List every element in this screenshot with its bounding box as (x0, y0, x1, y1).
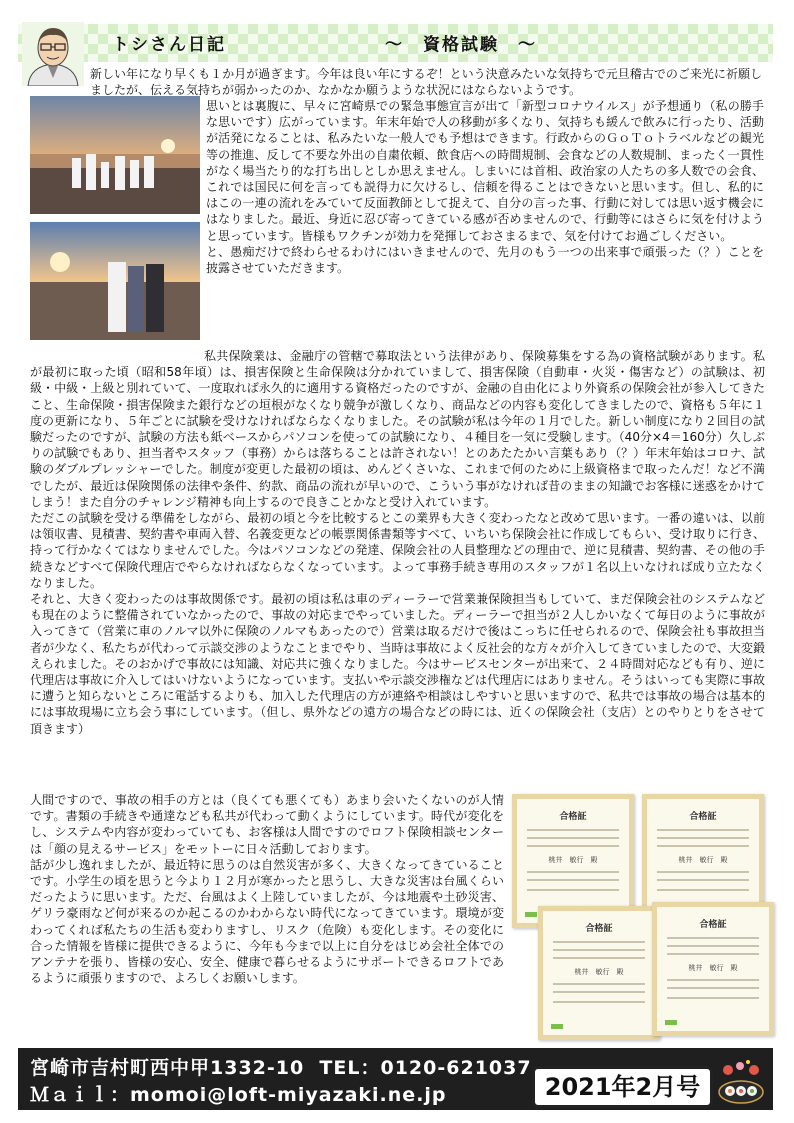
diary-subtitle: ～ 資格試験 ～ (385, 35, 537, 55)
sunrise-group-photo (30, 96, 200, 214)
certificate-2: 合格証 桃井 敏行 殿 (642, 794, 764, 928)
certificate-1: 合格証 桃井 敏行 殿 (512, 794, 634, 928)
issue-label: 2021年2月号 (544, 1073, 701, 1101)
service-paragraph: 人間ですので、事故の相手の方とは（良くても悪くても）あまり会いたくないのが人情です。書類の手続きや通達なども私共が代わって動くようにしています。時代が変化をし、システムや内容が変わっていても、お客様は人間ですのでロフト保険相談センターは「顔の見えるサービス」をモットーに日々活動しております。 (30, 793, 504, 856)
intro-paragraph: 新しい年になり早くも１か月が過ぎます。今年は良い年にするぞ！という決意みたいな気持ちで元旦稽古でのご来光に祈願しましたが、伝える気持ちが弱かったのか、なかなか願うような状況にはならないようです。 (90, 67, 762, 98)
covid-paragraph: 思いとは裏腹に、早々に宮崎県での緊急事態宣言が出て「新型コロナウイルス」が予想通り（私の勝手な思いです）広がっています。年末年始で人の移動が多くなり、気持ちも緩んで飲みに行ったり、活動が活発になることは、私みたいな一般人でも予想はできます。行政からのＧｏＴｏトラベルなどの観光等の推進、反して不要な外出の自粛依頼、飲食店への時間規制、会食などの人数規制、まったく一貫性がなく場当たり的な打ち出しとしか思えません。しまいには首相、政治家の人たちの多人数での会食、これでは国民に何を言っても説得力に欠けるし、信頼を得ることはできないと思います。但し、私的にはこの一連の流れをみていて反面教師として捉えて、自分の言った事、行動に対しては思い返す機会にはなりました。最近、身近に忍び寄ってきている感が否めませんので、行動等にはさらに気を付けようと思っています。皆様もワクチンが効力を発揮しておさまるまで、気を付けてお過ごしください。 (206, 99, 764, 243)
sunrise-family-photo (30, 222, 200, 340)
accident-paragraph: それと、大きく変わったのは事故関係です。最初の頃は私は車のディーラーで営業兼保険担当もしていて、まだ保険会社のシステムなども現在のように整備されていなかったので、事故の対応までやっていました。ディーラーで担当が２人しかいなくて毎日のように事故が入ってきて（営業に車のノルマ以外に保険のノルマもあったので）営業は取るだけで後はこっちに任せられるので、保険会社も事故担当者が少なく、私たちが代わって示談交渉のようなことまでやり、当時は事故によく反社会的な方々が介入してきていましたので、大変鍛えられました。そのおかげで事故には知識、対応共に強くなりました。今はサービスセンターが出来て、２４時間対応なども有り、逆に代理店は事故に介入してはいけないようになっています。支払いや示談交渉権などは代理店にはありません。そうはいっても実際に事故に遭うと知らないところに電話するよりも、加入した代理店の方が連絡や相談はしやすいと思いますので、私共では事故の場合は基本的には事故現場に立ち会う事にしています。（但し、県外などの遠方の場合などの時には、近くの保険会社（支店）とのやりとりをさせて頂きます） (30, 592, 765, 736)
new-year-decoration-icon (712, 1058, 770, 1106)
industry-change-paragraph: ただこの試験を受ける準備をしながら、最初の頃と今を比較するとこの業界も大きく変わったなと改めて思います。一番の違いは、以前は領収書、見積書、契約書や車両入替、名義変更などの帳票関係書類等すべて、いちいち保険会社に作成してもらい、受け取りに行き、持って行かなくてはなりませんでした。今はパソコンなどの発達、保険会社の人員整理などの理由で、逆に見積書、契約書、その他の手続きなどすべて保険代理店でやらなければならなくなっています。よって事務手続き専用のスタッフが１名以上いなければ成り立たなくなりました。 (30, 511, 765, 590)
side-text-block (206, 98, 764, 276)
disaster-paragraph: 話が少し逸れましたが、最近特に思うのは自然災害が多く、大きくなってきていることです。小学生の頃を思うと今より１２月が寒かったと思うし、大きな災害は台風くらいだったように思います。ただ、台風はよく上陸していましたが、今は地震や土砂災害、ゲリラ豪雨など何が来るのか起こるのかわからない時代になってきています。環境が変わってくれば私たちの生活も変わりますし、リスク（危険）も変化します。その変化に合った情報を皆様に提供できるように、今年も今まで以上に自分をはじめ会社全体でのアンテナを張り、皆様の安心、安全、健康で暮らせるようにサポートできるロフトであるように頑張りますので、よろしくお願いします。 (30, 857, 504, 986)
exam-paragraph: 私共保険業は、金融庁の管轄で募取法という法律があり、保険募集をする為の資格試験があります。私が最初に取った頃（昭和58年頃）は、損害保険と生命保険は分かれていまして、損害保険（自動車・火災・傷害など）の試験は、初級・中級・上級と別れていて、一度取れば永久的に適用する資格だったのですが、金融の自由化により外資系の保険会社が参入してきたこと、生命保険・損害保険また銀行などの垣根がなくなり競争が激しくなり、商品などの内容も変化してきましたので、資格も５年に１度の更新になり、５年ごとに試験を受けなければならなくなりました。その試験が私は今年の１月でした。新しい制度になり２回目の試験だったのですが、試験の方法も紙ベースからパソコンを使っての試験になり、４種目を一気に受験します。（40分×4＝160分）久しぶりの試験でもあり、担当者やスタッフ（事務）からは落ちることは許されない！とのあたたかい言葉もあり（？）年末年始はコロナ、試験のダブルプレッシャーでした。制度が変更した最初の頃は、めんどくさいな、これまで何のために上級資格まで取ったんだ！など不満でしたが、最近は保険関係の法律や条件、約款、商品の流れが早いので、こういう事がなければ昔のままの知識でお客様に迷惑をかけてしまう！また自分のチャレンジ精神も向上するので良きことかなと受け入れています。 (30, 349, 765, 509)
certificate-3: 合格証 桃井 敏行 殿 (538, 906, 660, 1040)
main-text-block (30, 348, 765, 737)
diary-title: トシさん日記 (112, 35, 226, 55)
footer-mail: Ｍａｉｌ：momoi@loft-miyazaki.ne.jp (30, 1084, 447, 1106)
lower-text-block (30, 792, 504, 986)
certificates-image (508, 790, 772, 1042)
author-avatar (22, 22, 84, 86)
transition-paragraph: と、愚痴だけで終わらせるわけにはいきませんので、先月のもう一つの出来事で頑張った（？）ことを披露させていただきます。 (206, 244, 764, 276)
footer-address: 宮崎市吉村町西中甲1332-10 TEL：0120-621037 (30, 1057, 532, 1079)
certificate-4: 合格証 桃井 敏行 殿 (652, 902, 774, 1036)
